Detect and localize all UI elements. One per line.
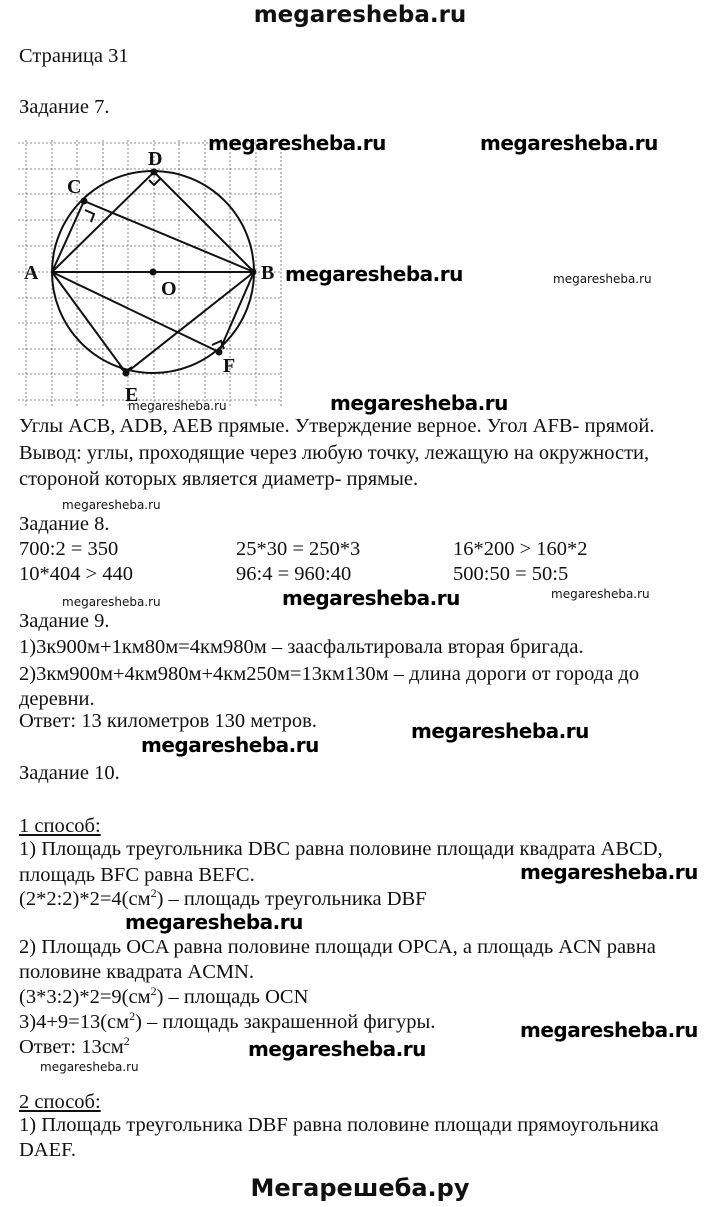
circle-figure [0, 130, 300, 415]
watermark: megaresheba.ru [285, 262, 463, 286]
label-O: O [161, 278, 177, 300]
label-C: C [67, 176, 82, 198]
watermark: megaresheba.ru [551, 587, 650, 601]
watermark: megaresheba.ru [208, 131, 386, 155]
site-header: megaresheba.ru [253, 2, 467, 28]
watermark: megaresheba.ru [480, 131, 658, 155]
label-B: B [261, 262, 275, 284]
watermark: megaresheba.ru [141, 733, 319, 757]
method2-line: DAEF. [19, 1139, 77, 1161]
task7-line1: Углы ACB, ADB, AEB прямые. Утверждение верное. Угол AFB- прямой. [19, 415, 655, 437]
method1-line: половине квадрата ACMN. [19, 961, 255, 983]
task7-line3: стороной которых является диаметр- прямые. [19, 468, 419, 490]
task8-cell: 700:2 = 350 [19, 538, 119, 560]
watermark: megaresheba.ru [553, 272, 652, 286]
task9-line3: деревни. [19, 688, 95, 710]
task8-cell: 96:4 = 960:40 [236, 563, 352, 585]
task8-cell: 500:50 = 50:5 [453, 563, 569, 585]
watermark: megaresheba.ru [411, 719, 589, 743]
method1-answer: Ответ: $13см^2$ [19, 1034, 130, 1058]
method1-line: $(3*3:2)*2=9(см^2)$ – площадь OCN [19, 984, 309, 1008]
method1-line: 1) Площадь треугольника DBC равна половине площади квадрата ABCD, [19, 838, 663, 860]
watermark: megaresheba.ru [128, 399, 227, 413]
method1-heading: 1 способ: [19, 815, 101, 837]
watermark: megaresheba.ru [62, 595, 161, 609]
page-number: Страница 31 [19, 45, 129, 67]
label-F: F [223, 355, 236, 377]
task8-cell: 25*30 = 250*3 [236, 538, 361, 560]
task7-line2: Вывод: углы, проходящие через любую точку, лежащую на окружности, [19, 442, 650, 464]
method2-line: 1) Площадь треугольника DBF равна половине площади прямоугольника [19, 1114, 659, 1136]
watermark: megaresheba.ru [40, 1060, 139, 1074]
watermark: megaresheba.ru [282, 586, 460, 610]
method2-heading: 2 способ: [19, 1091, 101, 1113]
label-E: E [125, 384, 139, 406]
watermark: megaresheba.ru [520, 1018, 698, 1042]
task8-cell: 10*404 > 440 [19, 563, 134, 585]
label-D: D [148, 148, 163, 170]
watermark: megaresheba.ru [248, 1037, 426, 1061]
method1-line: 2) Площадь OCA равна половине площади OPCA, а площадь ACN равна [19, 936, 656, 958]
task9-title: Задание 9. [19, 610, 110, 632]
watermark: megaresheba.ru [330, 391, 508, 415]
site-footer: Мегарешеба.ру [250, 1174, 470, 1202]
task9-answer: Ответ: 13 километров 130 метров. [19, 710, 317, 732]
watermark: megaresheba.ru [520, 860, 698, 884]
task9-line1: 1)3к900м+1км80м=4км980м – заасфальтировала вторая бригада. [19, 636, 584, 658]
method1-line: площадь BFC равна BEFC. [19, 864, 255, 886]
label-A: A [24, 262, 39, 284]
task9-line2: 2)3км900м+4км980м+4км250м=13км130м – длина дороги от города до [19, 663, 640, 685]
task10-title: Задание 10. [19, 762, 120, 784]
task7-title: Задание 7. [19, 96, 110, 118]
method1-line: $(2*2:2)*2=4(см^2)$ – площадь треугольника DBF [19, 886, 427, 910]
method1-line: $3)4+9=13(см^2)$ – площадь закрашенной фигуры. [19, 1009, 436, 1033]
task8-cell: 16*200 > 160*2 [453, 538, 588, 560]
watermark: megaresheba.ru [125, 910, 303, 934]
task8-title: Задание 8. [19, 513, 110, 535]
watermark: megaresheba.ru [62, 498, 161, 512]
